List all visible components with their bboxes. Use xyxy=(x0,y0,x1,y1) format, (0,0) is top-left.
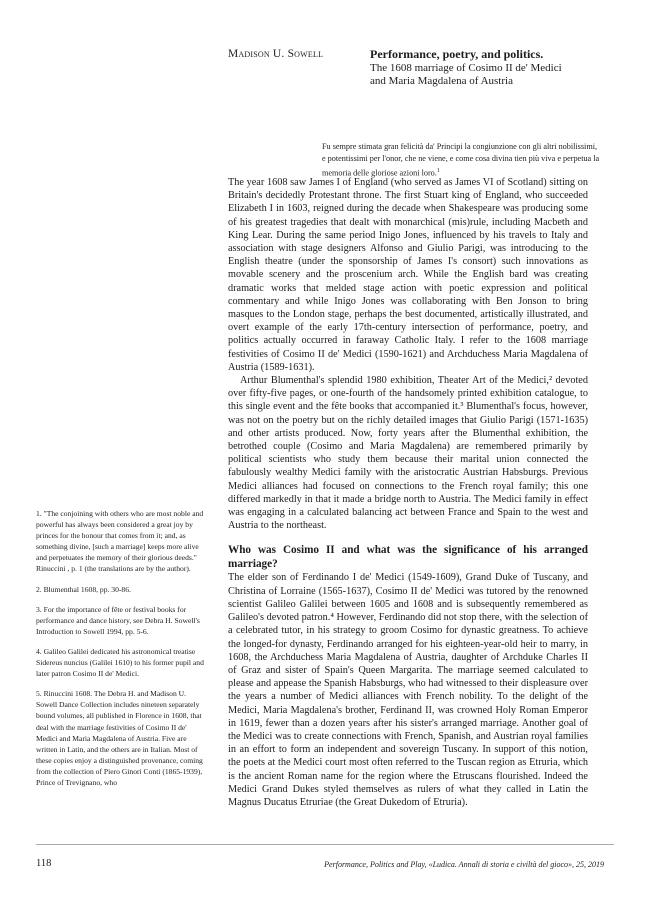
article-title: Performance, poetry, and politics. xyxy=(370,47,544,61)
article-subtitle-line-2: and Maria Magdalena of Austria xyxy=(370,75,513,87)
main-text-column xyxy=(228,176,588,809)
section-heading: Who was Cosimo II and what was the significance of his arranged marriage? xyxy=(228,544,588,570)
footer-divider xyxy=(36,844,614,845)
body-paragraph-2: Arthur Blumenthal's splendid 1980 exhibition, Theater Art of the Medici,² devoted over fifty-five pages, or one-fourth of the handsomely printed exhibition catalogue, to this single event and the fête books that accompanied it.³ Blumenthal's focus, however, was not on the poetry but on the richly detailed images that Giulio Parigi (1571-1635) and other artists produced. Now, forty years after the Blumenthal exhibition, the betrothed couple (Cosimo and Maria Magdalena) are remembered primarily by political scientists who study them because their marital union connected the fabulously wealthy Medici family with the aristocratic Austrian Habsburgs. Previous Medici alliances had focused on connections to the French royal family; this one differed markedly in that it made a bridge north to Austria. The Medici family in effect was engaging in a calculated balancing act between France and Spain to the west and Austria to the northeast. xyxy=(228,375,588,532)
footnote-4: 4. Galileo Galilei dedicated his astronomical treatise Sidereus nuncius (Galilei 1610) to his former pupil and later patron Cosimo II de' Medici. xyxy=(36,646,204,679)
page-number: 118 xyxy=(36,858,52,869)
body-paragraph-3: The elder son of Ferdinando I de' Medici (1549-1609), Grand Duke of Tuscany, and Christina of Lorraine (1565-1637), Cosimo II de' Medici was tutored by the renowned scientist Galileo Galilei between 1605 and 1608 and is subsequently remembered as Galileo's devoted patron.⁴ However, Ferdinando did not stop there, with the selection of a celebrated tutor, in his strategy to groom Cosimo for dynastic greatness. To achieve the longed-for dynasty, Ferdinando arranged for his eighteen-year-old heir to marry, in 1608, the Archduchess Maria Magdalena of Austria, daughter of Archduke Charles II of Graz and sister of Spain's Queen Margarita. The marriage seemed calculated to please and appease the Spanish Habsburgs, who had witnessed to their displeasure over the years a number of Medici alliances with French nobility. To the delight of the Medici, Maria Magdalena's brother, Ferdinand II, was crowned Holy Roman Emperor in 1619, fewer than a dozen years after his sister's arranged marriage. Another goal of the Medici was to create connections with French, Spanish, and Austrian royal families in an effort to form an independent and sovereign Tuscany. In support of this notion, the poets at the Medici court most often referred to the Tuscan region as Etruria, which is the ancient Roman name for the region where the Etruscans flourished. Indeed the Medici Grand Dukes styled themselves as rulers of what they called in Latin the Magnus Ducatus Etruriae (the Great Dukedom of Etruria). xyxy=(228,572,588,808)
epigraph-text: Fu sempre stimata gran felicità da' Principi la congiunzione con gli altri nobilissimi, e potentissimi per l'onor, che ne viene, e come cosa divina tien più viva e perpetua la memoria delle gloriose azioni loro. xyxy=(322,142,600,179)
epigraph-note-ref: 1 xyxy=(436,168,440,175)
footnote-3: 3. For the importance of fête or festival books for performance and dance history, see Debra H. Sowell's Introduction to Sowell 1994, pp. 5-6. xyxy=(36,604,200,636)
footnote-5: 5. Rinuccini 1608. The Debra H. and Madison U. Sowell Dance Collection includes nineteen separately bound volumes, all published in Florence in 1608, that deal with the marriage festivities of Cosimo II de' Medici and Maria Magdalena of Austria. Five are written in Latin, and the others are in Italian. Most of these copies enjoy a distinguished provenance, coming from the collection of Piero Ginori Conti (1865-1939), Prince of Trevignano, who xyxy=(36,689,203,787)
article-title-block xyxy=(370,48,620,89)
epigraph xyxy=(322,141,602,180)
body-paragraph-1: The year 1608 saw James I of England (who served as James VI of Scotland) sitting on Britain's decidedly Protestant throne. The first Stuart king of England, who succeeded Elizabeth I in 1603, reigned during the decade when Shakespeare was producing some of his greatest tragedies that dealt with monarchical (mis)rule, including Macbeth and King Lear. During the same period Inigo Jones, influenced by his travels to Italy and association with stage designers Alfonso and Giulio Parigi, was introducing to the English theatre (under the sponsorship of James I's consort) such innovations as movable scenery and the proscenium arch. While the English bard was creating dramatic works that melded stage action with poetic expression and political commentary and while Inigo Jones was collaborating with Ben Jonson to bring masques to the London stage, perhaps the best documented, artistically illustrated, and overt example of the early 17th-century intersection of performance, poetry, and politics actually occurred in faraway Catholic Italy. I refer to the 1608 marriage festivities of Cosimo II de' Medici (1590-1621) and Archduchess Maria Magdalena of Austria (1589-1631). xyxy=(228,177,588,373)
article-subtitle-line-1: The 1608 marriage of Cosimo II de' Medici xyxy=(370,61,562,74)
running-header-author: Madison U. Sowell xyxy=(228,48,324,60)
running-footer-citation: Performance, Politics and Play, «Ludica. Annali di storia e civiltà del gioco», 25, 2019 xyxy=(324,860,604,869)
footnote-2: 2. Blumenthal 1608, pp. 30-86. xyxy=(36,584,131,594)
footnote-1: 1. "The conjoining with others who are most noble and powerful has always been considered a great joy by princes for the honour that comes from it; and, as something divine, [such a marriage] keeps more alive and perpetuates the memory of their glorious deeds." Rinuccini , p. 1 (the translations are by the author). xyxy=(36,509,204,574)
footnotes-column xyxy=(36,508,206,797)
